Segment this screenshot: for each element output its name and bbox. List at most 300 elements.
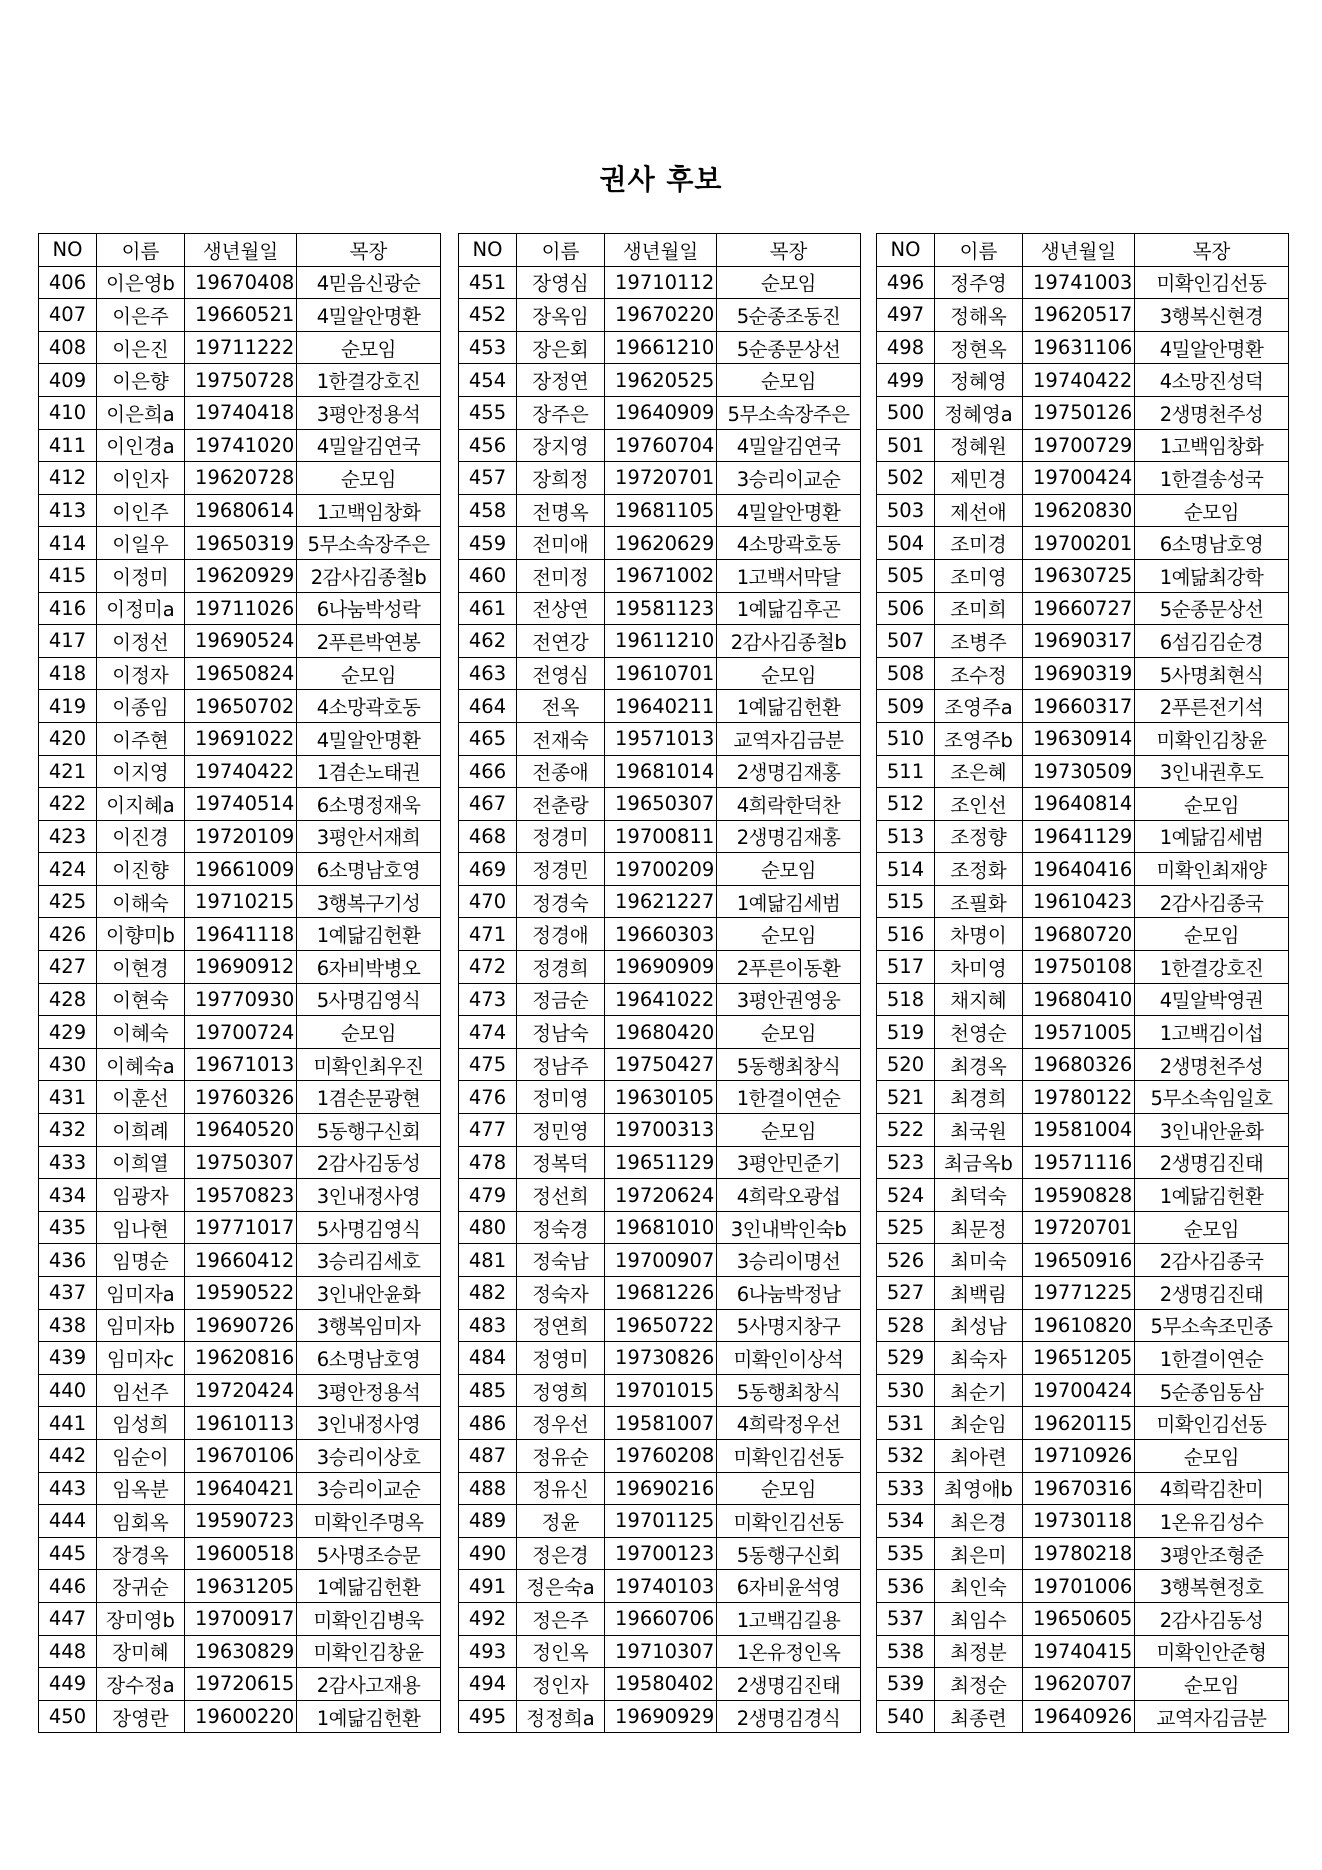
cell-birthdate: 19660727: [1023, 592, 1135, 625]
cell-birthdate: 19630914: [1023, 722, 1135, 755]
table-row: [39, 1635, 441, 1668]
cell-name: 정경민: [517, 853, 605, 886]
cell-birthdate: 19660412: [185, 1244, 297, 1277]
cell-name: 최국원: [935, 1114, 1023, 1147]
cell-name: 이인주: [97, 494, 185, 527]
cell-name: 정윤: [517, 1505, 605, 1538]
cell-pastor-group: 순모임: [717, 364, 861, 397]
cell-pastor-group: 1예닮김세범: [1135, 820, 1289, 853]
cell-birthdate: 19620707: [1023, 1668, 1135, 1701]
cell-no: 499: [877, 364, 935, 397]
cell-birthdate: 19670316: [1023, 1472, 1135, 1505]
cell-pastor-group: 5순종문상선: [717, 331, 861, 364]
table-row: [39, 625, 441, 658]
cell-name: 정영미: [517, 1342, 605, 1375]
table-row: [39, 1472, 441, 1505]
cell-pastor-group: 4밀알김연국: [297, 429, 441, 462]
cell-name: 조은혜: [935, 755, 1023, 788]
table-row: [39, 1700, 441, 1733]
table-row: [459, 1570, 861, 1603]
cell-birthdate: 19720624: [605, 1179, 717, 1212]
cell-birthdate: 19700424: [1023, 1374, 1135, 1407]
cell-name: 최덕숙: [935, 1179, 1023, 1212]
table-row: [459, 820, 861, 853]
cell-birthdate: 19730826: [605, 1342, 717, 1375]
table-row: [877, 1081, 1289, 1114]
table-row: [877, 820, 1289, 853]
table-row: [39, 592, 441, 625]
cell-pastor-group: 2감사김종철b: [717, 625, 861, 658]
cell-pastor-group: 미확인안준형: [1135, 1635, 1289, 1668]
cell-birthdate: 19581004: [1023, 1114, 1135, 1147]
cell-no: 450: [39, 1700, 97, 1733]
cell-pastor-group: 2생명김진태: [717, 1668, 861, 1701]
cell-birthdate: 19701125: [605, 1505, 717, 1538]
cell-no: 508: [877, 657, 935, 690]
cell-name: 정혜원: [935, 429, 1023, 462]
cell-no: 465: [459, 722, 517, 755]
cell-no: 490: [459, 1537, 517, 1570]
cell-pastor-group: 2감사김종국: [1135, 1244, 1289, 1277]
cell-no: 476: [459, 1081, 517, 1114]
cell-no: 446: [39, 1570, 97, 1603]
cell-name: 차미영: [935, 951, 1023, 984]
cell-name: 정혜영a: [935, 396, 1023, 429]
table-row: [877, 1146, 1289, 1179]
cell-pastor-group: 5무소속장주은: [717, 396, 861, 429]
cell-pastor-group: 5동행최창식: [717, 1048, 861, 1081]
cell-birthdate: 19700729: [1023, 429, 1135, 462]
cell-name: 장귀순: [97, 1570, 185, 1603]
cell-birthdate: 19700724: [185, 1016, 297, 1049]
table-row: [877, 755, 1289, 788]
table-row: [459, 853, 861, 886]
cell-name: 정주영: [935, 266, 1023, 299]
cell-no: 473: [459, 983, 517, 1016]
table-row: [39, 1179, 441, 1212]
cell-no: 502: [877, 462, 935, 495]
cell-name: 정인자: [517, 1668, 605, 1701]
cell-pastor-group: 미확인김창윤: [297, 1635, 441, 1668]
table-row: [39, 1048, 441, 1081]
header-no: NO: [459, 234, 517, 267]
cell-no: 536: [877, 1570, 935, 1603]
cell-pastor-group: 1온유김성수: [1135, 1505, 1289, 1538]
cell-name: 임옥분: [97, 1472, 185, 1505]
cell-birthdate: 19671013: [185, 1048, 297, 1081]
cell-name: 이진경: [97, 820, 185, 853]
cell-no: 455: [459, 396, 517, 429]
table-row: [459, 1211, 861, 1244]
cell-no: 495: [459, 1700, 517, 1733]
cell-birthdate: 19740103: [605, 1570, 717, 1603]
table-row: [39, 657, 441, 690]
cell-no: 501: [877, 429, 935, 462]
cell-name: 임미자b: [97, 1309, 185, 1342]
cell-pastor-group: 6소명남호영: [297, 1342, 441, 1375]
cell-pastor-group: 5사명조승문: [297, 1537, 441, 1570]
cell-pastor-group: 1고백김길용: [717, 1602, 861, 1635]
cell-pastor-group: 3행복구기성: [297, 885, 441, 918]
cell-pastor-group: 5무소속장주은: [297, 527, 441, 560]
cell-name: 정선희: [517, 1179, 605, 1212]
cell-name: 이해숙: [97, 885, 185, 918]
cell-no: 427: [39, 951, 97, 984]
cell-no: 511: [877, 755, 935, 788]
cell-name: 장은회: [517, 331, 605, 364]
cell-pastor-group: 6소명정재욱: [297, 788, 441, 821]
cell-no: 406: [39, 266, 97, 299]
cell-no: 436: [39, 1244, 97, 1277]
cell-no: 434: [39, 1179, 97, 1212]
table-row: [877, 527, 1289, 560]
cell-name: 전상연: [517, 592, 605, 625]
cell-no: 421: [39, 755, 97, 788]
table-row: [877, 1342, 1289, 1375]
header-birthdate: 생년월일: [605, 234, 717, 267]
cell-no: 489: [459, 1505, 517, 1538]
cell-pastor-group: 미확인김선동: [717, 1505, 861, 1538]
table-row: [459, 364, 861, 397]
cell-pastor-group: 4희락한덕찬: [717, 788, 861, 821]
cell-no: 461: [459, 592, 517, 625]
cell-pastor-group: 1예닮김헌환: [1135, 1179, 1289, 1212]
cell-no: 509: [877, 690, 935, 723]
cell-pastor-group: 4소망진성덕: [1135, 364, 1289, 397]
cell-pastor-group: 2생명김재홍: [717, 820, 861, 853]
cell-birthdate: 19650702: [185, 690, 297, 723]
cell-pastor-group: 미확인김병욱: [297, 1602, 441, 1635]
cell-pastor-group: 2생명천주성: [1135, 1048, 1289, 1081]
cell-pastor-group: 6자비윤석영: [717, 1570, 861, 1603]
table-row: [459, 1179, 861, 1212]
cell-name: 전춘랑: [517, 788, 605, 821]
cell-no: 535: [877, 1537, 935, 1570]
cell-no: 445: [39, 1537, 97, 1570]
cell-pastor-group: 3평안민준기: [717, 1146, 861, 1179]
cell-name: 전옥: [517, 690, 605, 723]
cell-birthdate: 19670408: [185, 266, 297, 299]
cell-pastor-group: 5무소속임일호: [1135, 1081, 1289, 1114]
cell-name: 임나현: [97, 1211, 185, 1244]
cell-pastor-group: 미확인김선동: [1135, 1407, 1289, 1440]
cell-name: 최순기: [935, 1374, 1023, 1407]
table-row: [877, 1309, 1289, 1342]
table-row: [459, 1635, 861, 1668]
cell-birthdate: 19740422: [1023, 364, 1135, 397]
cell-pastor-group: 순모임: [297, 1016, 441, 1049]
cell-birthdate: 19750126: [1023, 396, 1135, 429]
cell-name: 최아련: [935, 1439, 1023, 1472]
cell-name: 정영희: [517, 1374, 605, 1407]
cell-pastor-group: 순모임: [717, 1016, 861, 1049]
cell-no: 500: [877, 396, 935, 429]
page-title: 권사 후보: [599, 163, 723, 196]
cell-no: 437: [39, 1277, 97, 1310]
cell-birthdate: 19710112: [605, 266, 717, 299]
cell-birthdate: 19700123: [605, 1537, 717, 1570]
table-row: [877, 1602, 1289, 1635]
cell-birthdate: 19611210: [605, 625, 717, 658]
cell-birthdate: 19640416: [1023, 853, 1135, 886]
table-row: [39, 983, 441, 1016]
cell-no: 537: [877, 1602, 935, 1635]
cell-name: 최인숙: [935, 1570, 1023, 1603]
cell-birthdate: 19661009: [185, 853, 297, 886]
roster-table-1: [38, 233, 441, 1733]
cell-no: 515: [877, 885, 935, 918]
table-row: [459, 951, 861, 984]
cell-birthdate: 19720615: [185, 1668, 297, 1701]
table-row: [39, 331, 441, 364]
cell-name: 정경애: [517, 918, 605, 951]
cell-birthdate: 19690726: [185, 1309, 297, 1342]
table-row: [39, 1211, 441, 1244]
table-row: [39, 1439, 441, 1472]
cell-pastor-group: 3행복신현경: [1135, 299, 1289, 332]
cell-name: 정복덕: [517, 1146, 605, 1179]
table-row: [459, 592, 861, 625]
table-row: [39, 1602, 441, 1635]
cell-birthdate: 19620629: [605, 527, 717, 560]
cell-pastor-group: 5순종문상선: [1135, 592, 1289, 625]
cell-birthdate: 19660303: [605, 918, 717, 951]
table-row: [877, 1635, 1289, 1668]
cell-birthdate: 19610113: [185, 1407, 297, 1440]
table-row: [459, 331, 861, 364]
cell-birthdate: 19740514: [185, 788, 297, 821]
header-no: NO: [877, 234, 935, 267]
table-body: [39, 266, 441, 1733]
cell-no: 449: [39, 1668, 97, 1701]
cell-no: 478: [459, 1146, 517, 1179]
cell-name: 정민영: [517, 1114, 605, 1147]
cell-name: 정정희a: [517, 1700, 605, 1733]
cell-pastor-group: 1한결송성국: [1135, 462, 1289, 495]
table-row: [877, 657, 1289, 690]
table-row: [877, 722, 1289, 755]
cell-birthdate: 19640520: [185, 1114, 297, 1147]
table-row: [459, 1114, 861, 1147]
cell-birthdate: 19701015: [605, 1374, 717, 1407]
table-row: [39, 1374, 441, 1407]
cell-no: 426: [39, 918, 97, 951]
table-row: [459, 1505, 861, 1538]
cell-no: 529: [877, 1342, 935, 1375]
table-row: [459, 1668, 861, 1701]
cell-no: 433: [39, 1146, 97, 1179]
cell-name: 차명이: [935, 918, 1023, 951]
cell-pastor-group: 1한결강호진: [297, 364, 441, 397]
cell-pastor-group: 미확인김창윤: [1135, 722, 1289, 755]
cell-pastor-group: 2생명천주성: [1135, 396, 1289, 429]
cell-no: 439: [39, 1342, 97, 1375]
cell-no: 498: [877, 331, 935, 364]
cell-pastor-group: 미확인최재양: [1135, 853, 1289, 886]
cell-pastor-group: 2감사고재용: [297, 1668, 441, 1701]
cell-pastor-group: 1예닮김헌환: [297, 1570, 441, 1603]
table-row: [877, 462, 1289, 495]
header-name: 이름: [97, 234, 185, 267]
table-row: [459, 396, 861, 429]
table-row: [877, 1374, 1289, 1407]
cell-no: 527: [877, 1277, 935, 1310]
cell-name: 최정순: [935, 1668, 1023, 1701]
cell-birthdate: 19641118: [185, 918, 297, 951]
cell-birthdate: 19681226: [605, 1277, 717, 1310]
table-row: [877, 266, 1289, 299]
table-row: [459, 494, 861, 527]
cell-no: 506: [877, 592, 935, 625]
cell-name: 이종임: [97, 690, 185, 723]
cell-name: 제민경: [935, 462, 1023, 495]
table-row: [877, 1211, 1289, 1244]
cell-pastor-group: 2생명김경식: [717, 1700, 861, 1733]
cell-birthdate: 19680614: [185, 494, 297, 527]
cell-name: 장주은: [517, 396, 605, 429]
cell-pastor-group: 4희락김찬미: [1135, 1472, 1289, 1505]
table-row: [39, 690, 441, 723]
cell-pastor-group: 2생명김재홍: [717, 755, 861, 788]
table-row: [877, 885, 1289, 918]
cell-no: 409: [39, 364, 97, 397]
table-row: [877, 331, 1289, 364]
cell-pastor-group: 5동행최창식: [717, 1374, 861, 1407]
cell-no: 520: [877, 1048, 935, 1081]
cell-no: 414: [39, 527, 97, 560]
table-row: [459, 1048, 861, 1081]
table-row: [877, 364, 1289, 397]
cell-pastor-group: 6나눔박성락: [297, 592, 441, 625]
cell-name: 장희정: [517, 462, 605, 495]
cell-no: 432: [39, 1114, 97, 1147]
table-row: [877, 625, 1289, 658]
cell-no: 519: [877, 1016, 935, 1049]
cell-birthdate: 19710215: [185, 885, 297, 918]
cell-name: 조필화: [935, 885, 1023, 918]
cell-birthdate: 19600518: [185, 1537, 297, 1570]
cell-name: 정남주: [517, 1048, 605, 1081]
cell-no: 456: [459, 429, 517, 462]
table-row: [877, 1472, 1289, 1505]
table-row: [459, 1374, 861, 1407]
cell-birthdate: 19710307: [605, 1635, 717, 1668]
cell-name: 장지영: [517, 429, 605, 462]
cell-no: 429: [39, 1016, 97, 1049]
cell-no: 470: [459, 885, 517, 918]
cell-name: 조미희: [935, 592, 1023, 625]
cell-pastor-group: 4희락오광섭: [717, 1179, 861, 1212]
cell-no: 466: [459, 755, 517, 788]
cell-birthdate: 19650605: [1023, 1602, 1135, 1635]
cell-pastor-group: 1예닮김후곤: [717, 592, 861, 625]
cell-name: 이현경: [97, 951, 185, 984]
cell-birthdate: 19750728: [185, 364, 297, 397]
cell-pastor-group: 3인내안윤화: [1135, 1114, 1289, 1147]
cell-pastor-group: 4소망곽호동: [297, 690, 441, 723]
cell-name: 장경옥: [97, 1537, 185, 1570]
cell-name: 전미정: [517, 559, 605, 592]
cell-no: 440: [39, 1374, 97, 1407]
table-row: [459, 1407, 861, 1440]
cell-birthdate: 19570823: [185, 1179, 297, 1212]
cell-name: 이향미b: [97, 918, 185, 951]
cell-birthdate: 19680720: [1023, 918, 1135, 951]
cell-no: 534: [877, 1505, 935, 1538]
cell-name: 이정미a: [97, 592, 185, 625]
cell-no: 410: [39, 396, 97, 429]
roster-table-2: [458, 233, 861, 1733]
cell-no: 418: [39, 657, 97, 690]
table-row: [459, 1342, 861, 1375]
cell-no: 531: [877, 1407, 935, 1440]
table-row: [877, 1505, 1289, 1538]
cell-no: 533: [877, 1472, 935, 1505]
cell-name: 장영란: [97, 1700, 185, 1733]
cell-name: 정남숙: [517, 1016, 605, 1049]
cell-pastor-group: 순모임: [717, 1114, 861, 1147]
header-name: 이름: [517, 234, 605, 267]
cell-name: 이일우: [97, 527, 185, 560]
cell-pastor-group: 1예닮김세범: [717, 885, 861, 918]
cell-birthdate: 19701006: [1023, 1570, 1135, 1603]
cell-name: 최임수: [935, 1602, 1023, 1635]
cell-no: 447: [39, 1602, 97, 1635]
cell-no: 481: [459, 1244, 517, 1277]
cell-name: 조정향: [935, 820, 1023, 853]
table-row: [877, 1668, 1289, 1701]
cell-pastor-group: 순모임: [717, 853, 861, 886]
table-row: [39, 1146, 441, 1179]
cell-no: 471: [459, 918, 517, 951]
cell-birthdate: 19740415: [1023, 1635, 1135, 1668]
cell-name: 최은경: [935, 1505, 1023, 1538]
table-row: [39, 1016, 441, 1049]
cell-no: 491: [459, 1570, 517, 1603]
cell-birthdate: 19681010: [605, 1211, 717, 1244]
cell-name: 장미혜: [97, 1635, 185, 1668]
table-row: [459, 625, 861, 658]
cell-pastor-group: 1예닮김헌환: [297, 918, 441, 951]
cell-pastor-group: 4밀알박영권: [1135, 983, 1289, 1016]
cell-name: 전재숙: [517, 722, 605, 755]
cell-birthdate: 19661210: [605, 331, 717, 364]
cell-no: 523: [877, 1146, 935, 1179]
cell-pastor-group: 1겸손문광현: [297, 1081, 441, 1114]
table-row: [39, 494, 441, 527]
cell-no: 419: [39, 690, 97, 723]
cell-name: 임명순: [97, 1244, 185, 1277]
header-birthdate: 생년월일: [185, 234, 297, 267]
cell-birthdate: 19571116: [1023, 1146, 1135, 1179]
cell-name: 장영심: [517, 266, 605, 299]
cell-pastor-group: 1한결강호진: [1135, 951, 1289, 984]
cell-birthdate: 19780218: [1023, 1537, 1135, 1570]
cell-no: 464: [459, 690, 517, 723]
cell-pastor-group: 6소명남호영: [297, 853, 441, 886]
cell-no: 524: [877, 1179, 935, 1212]
cell-name: 최종련: [935, 1700, 1023, 1733]
cell-name: 이은향: [97, 364, 185, 397]
table-row: [459, 1016, 861, 1049]
table-row: [459, 1277, 861, 1310]
cell-name: 전영심: [517, 657, 605, 690]
cell-birthdate: 19700209: [605, 853, 717, 886]
cell-no: 468: [459, 820, 517, 853]
cell-name: 임성희: [97, 1407, 185, 1440]
cell-name: 임순이: [97, 1439, 185, 1472]
cell-birthdate: 19630829: [185, 1635, 297, 1668]
